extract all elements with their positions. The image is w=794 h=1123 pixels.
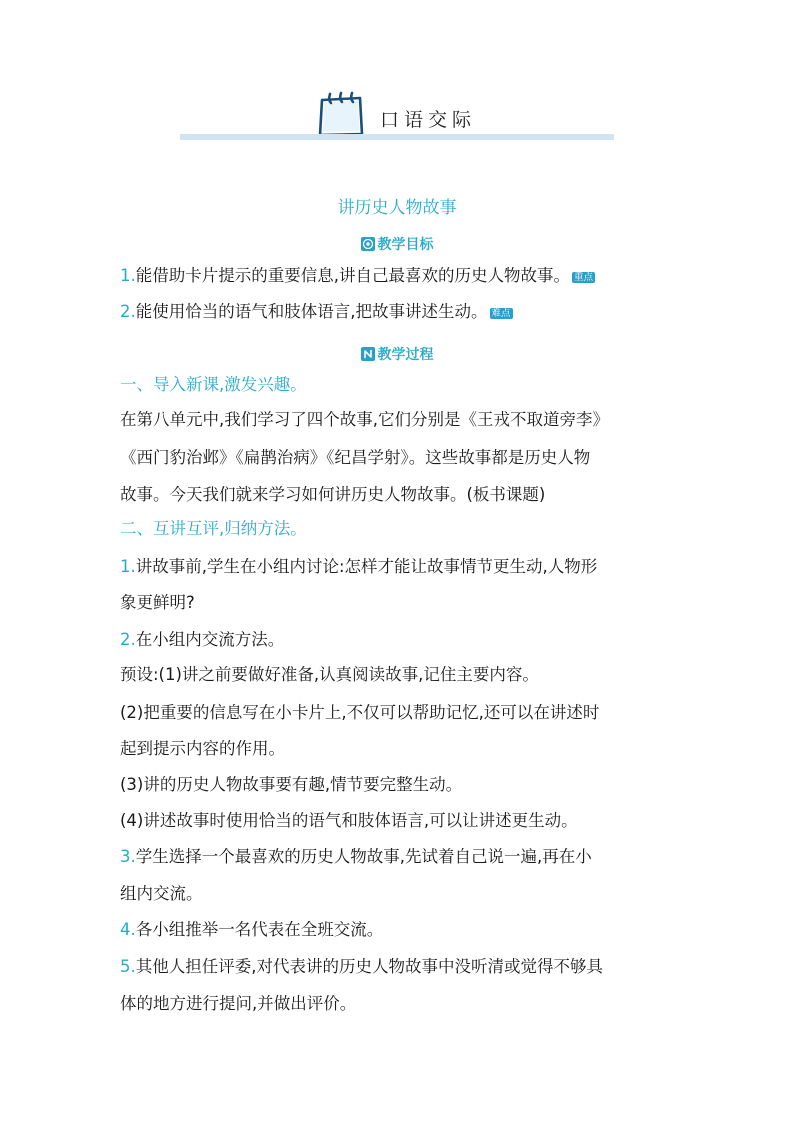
step-line [120, 920, 383, 940]
preset-line: (3)讲的历史人物故事要有趣,情节要完整生动。 [120, 775, 463, 794]
step-text: 学生选择一个最喜欢的历史人物故事,先试着自己说一遍,再在小 [135, 847, 592, 866]
goal-item [120, 266, 595, 286]
step-line [120, 557, 597, 577]
key-point-badge: 重点 [574, 272, 594, 283]
preset-line: (4)讲述故事时使用恰当的语气和肢体语言,可以让讲述更生动。 [120, 811, 578, 830]
part1-heading: 一、导入新课,激发兴趣。 [120, 375, 307, 394]
section-title: 口语交际 [380, 109, 477, 131]
lesson-title: 讲历史人物故事 [337, 198, 457, 218]
goal-item [120, 302, 513, 322]
target-icon [361, 237, 375, 251]
goal-text: 能使用恰当的语气和肢体语言,把故事讲述生动。 [135, 302, 488, 321]
step-text: 各小组推举一名代表在全班交流。 [135, 920, 384, 939]
paragraph-line: 《西门豹治邺》《扁鹊治病》《纪昌学射》。这些故事都是历史人物 [120, 448, 591, 467]
goal-text: 能借助卡片提示的重要信息,讲自己最喜欢的历史人物故事。 [135, 266, 570, 285]
step-line [120, 630, 284, 650]
step-text: 在小组内交流方法。 [135, 630, 285, 649]
header-rule [180, 134, 614, 140]
step-text: 讲故事前,学生在小组内讨论:怎样才能让故事情节更生动,人物形 [135, 557, 598, 576]
paragraph-line: 在第八单元中,我们学习了四个故事,它们分别是《王戎不取道旁李》 [120, 410, 609, 429]
step-text: 其他人担任评委,对代表讲的历史人物故事中没听清或觉得不够具 [135, 957, 603, 976]
difficulty-badge: 难点 [491, 308, 511, 319]
preset-line: (2)把重要的信息写在小卡片上,不仅可以帮助记忆,还可以在讲述时 [120, 703, 600, 722]
step-line [120, 847, 592, 867]
step-number: 1. [120, 557, 136, 576]
goals-heading-label: 教学目标 [377, 237, 434, 253]
process-heading-label: 教学过程 [377, 347, 434, 363]
step-line: 组内交流。 [120, 884, 203, 903]
step-number: 5. [120, 957, 136, 976]
goals-heading [0, 234, 794, 254]
paragraph-line: 故事。今天我们就来学习如何讲历史人物故事。(板书课题) [120, 485, 546, 504]
part2-heading: 二、互讲互评,归纳方法。 [120, 519, 307, 538]
step-line [120, 957, 603, 977]
step-number: 3. [120, 847, 136, 866]
preset-line: 预设:(1)讲之前要做好准备,认真阅读故事,记住主要内容。 [120, 665, 539, 684]
goal-number: 1. [120, 266, 136, 285]
step-number: 4. [120, 920, 136, 939]
step-number: 2. [120, 630, 136, 649]
section-header [180, 88, 614, 146]
process-icon [361, 347, 375, 361]
step-line: 体的地方进行提问,并做出评价。 [120, 994, 357, 1013]
step-line: 象更鲜明? [120, 593, 195, 612]
goal-number: 2. [120, 302, 136, 321]
process-heading [0, 344, 794, 364]
preset-line: 起到提示内容的作用。 [120, 739, 285, 758]
calendar-notebook-icon [316, 90, 368, 138]
